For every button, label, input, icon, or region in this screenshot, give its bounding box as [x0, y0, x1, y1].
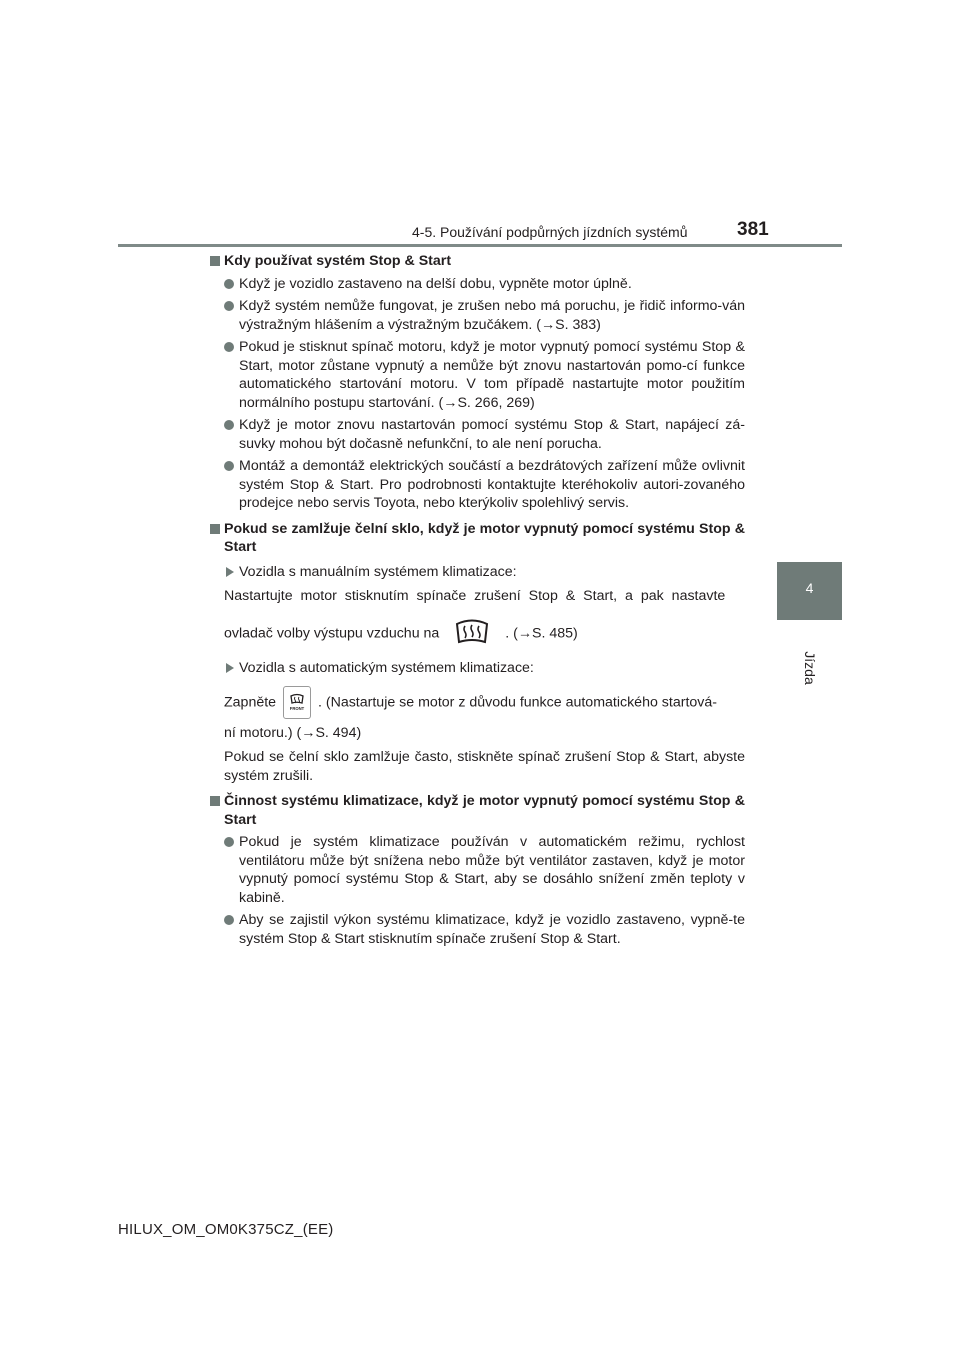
variant-label-text: Vozidla s automatickým systémem klimatizace: — [239, 660, 534, 676]
page-content — [209, 252, 745, 948]
circle-bullet-icon — [224, 279, 234, 289]
list-item — [209, 297, 745, 334]
chapter-label — [795, 648, 825, 688]
circle-bullet-icon — [224, 342, 234, 352]
chapter-number: 4 — [805, 580, 814, 596]
list-item-text: Montáž a demontáž elektrických součástí a bezdrátových zařízení může ovlivnit systém Stop & Start. Pro podrobnosti kontaktujte kteréhokoliv autori-zovaného prodejce nebo servis Toyota, nebo kterýkoliv spolehlivý servis. — [239, 458, 745, 511]
section-heading-text: Pokud se zamlžuje čelní sklo, když je motor vypnutý pomocí systému Stop & Start — [224, 520, 745, 555]
circle-bullet-icon — [224, 420, 234, 430]
header-rule — [118, 244, 842, 247]
list-item-text: Pokud je stisknut spínač motoru, když je motor vypnutý pomocí systému Stop & Start, motor zůstane vypnutý a nemůže být znovu nastartován pomo-cí funkce automatického startování motoru. V tom případě nastartujte motor použitím normálního postupu startování. (→S. 266, 269) — [239, 339, 745, 411]
instruction-text: . (Nastartuje se motor z důvodu funkce automatického startová- — [317, 693, 717, 710]
section-heading — [209, 792, 745, 829]
square-bullet-icon — [210, 524, 220, 534]
circle-bullet-icon — [224, 301, 234, 311]
list-item — [209, 338, 745, 412]
square-bullet-icon — [210, 256, 220, 266]
triangle-bullet-icon — [226, 663, 234, 673]
list-item-text: Když je motor znovu nastartován pomocí systému Stop & Start, napájecí zá-suvky mohou být dočasně nefunkční, to ale není porucha. — [239, 417, 745, 452]
list-item-text: Když systém nemůže fungovat, je zrušen nebo má poruchu, je řidič informo-ván výstražným hlášením a výstražným bzučákem. (→S. 383) — [239, 298, 745, 333]
instruction-line-with-icon — [209, 686, 745, 719]
instruction-line: ní motoru.) (→S. 494) — [224, 724, 362, 741]
section-heading-text: Kdy používat systém Stop & Start — [224, 253, 452, 269]
instruction-text: Zapněte — [224, 693, 277, 710]
note-text: Pokud se čelní sklo zamlžuje často, stiskněte spínač zrušení Stop & Start, abyste systém zrušili. — [224, 749, 745, 784]
document-code-footer: HILUX_OM_OM0K375CZ_(EE) — [118, 1221, 334, 1238]
list-item-text: Pokud je systém klimatizace používán v automatickém režimu, rychlost ventilátoru může být snížena nebo může být ventilátor zastaven, když je motor vypnutý pomocí systému Stop & Start, aby se dosáhlo snížení změn teploty v kabině. — [239, 834, 745, 906]
list-item — [209, 833, 745, 907]
front-defroster-button-icon — [283, 686, 311, 719]
front-button-text: FRONT — [289, 705, 305, 711]
vehicle-variant-label — [209, 563, 745, 582]
list-item — [209, 911, 745, 948]
instruction-text: ovladač volby výstupu vzduchu na — [224, 625, 440, 641]
list-item — [209, 416, 745, 453]
square-bullet-icon — [210, 796, 220, 806]
chapter-label-text: Jízda — [802, 651, 818, 685]
chapter-tab — [777, 562, 842, 620]
circle-bullet-icon — [224, 837, 234, 847]
page-number: 381 — [737, 219, 769, 240]
list-item — [209, 457, 745, 513]
vehicle-variant-label — [209, 659, 745, 678]
list-item-text: Když je vozidlo zastaveno na delší dobu, vypněte motor úplně. — [239, 275, 632, 292]
section-heading — [209, 252, 745, 271]
instruction-line-with-icon — [209, 616, 745, 652]
section-title: 4-5. Používání podpůrných jízdních systémů — [412, 224, 688, 240]
windshield-defrost-icon — [445, 616, 499, 652]
section-heading-text: Činnost systému klimatizace, když je motor vypnutý pomocí systému Stop & Start — [224, 793, 745, 828]
variant-label-text: Vozidla s manuálním systémem klimatizace: — [239, 563, 517, 580]
circle-bullet-icon — [224, 461, 234, 471]
instruction-line: Nastartujte motor stisknutím spínače zrušení Stop & Start, a pak nastavte — [224, 588, 726, 604]
circle-bullet-icon — [224, 915, 234, 925]
triangle-bullet-icon — [226, 567, 234, 577]
instruction-text: . (→S. 485) — [505, 625, 578, 641]
section-heading — [209, 520, 745, 557]
list-item-text: Aby se zajistil výkon systému klimatizace, když je vozidlo zastaveno, vypně-te systém Stop & Start stisknutím spínače zrušení Stop & Start. — [239, 912, 745, 947]
list-item — [209, 275, 745, 294]
